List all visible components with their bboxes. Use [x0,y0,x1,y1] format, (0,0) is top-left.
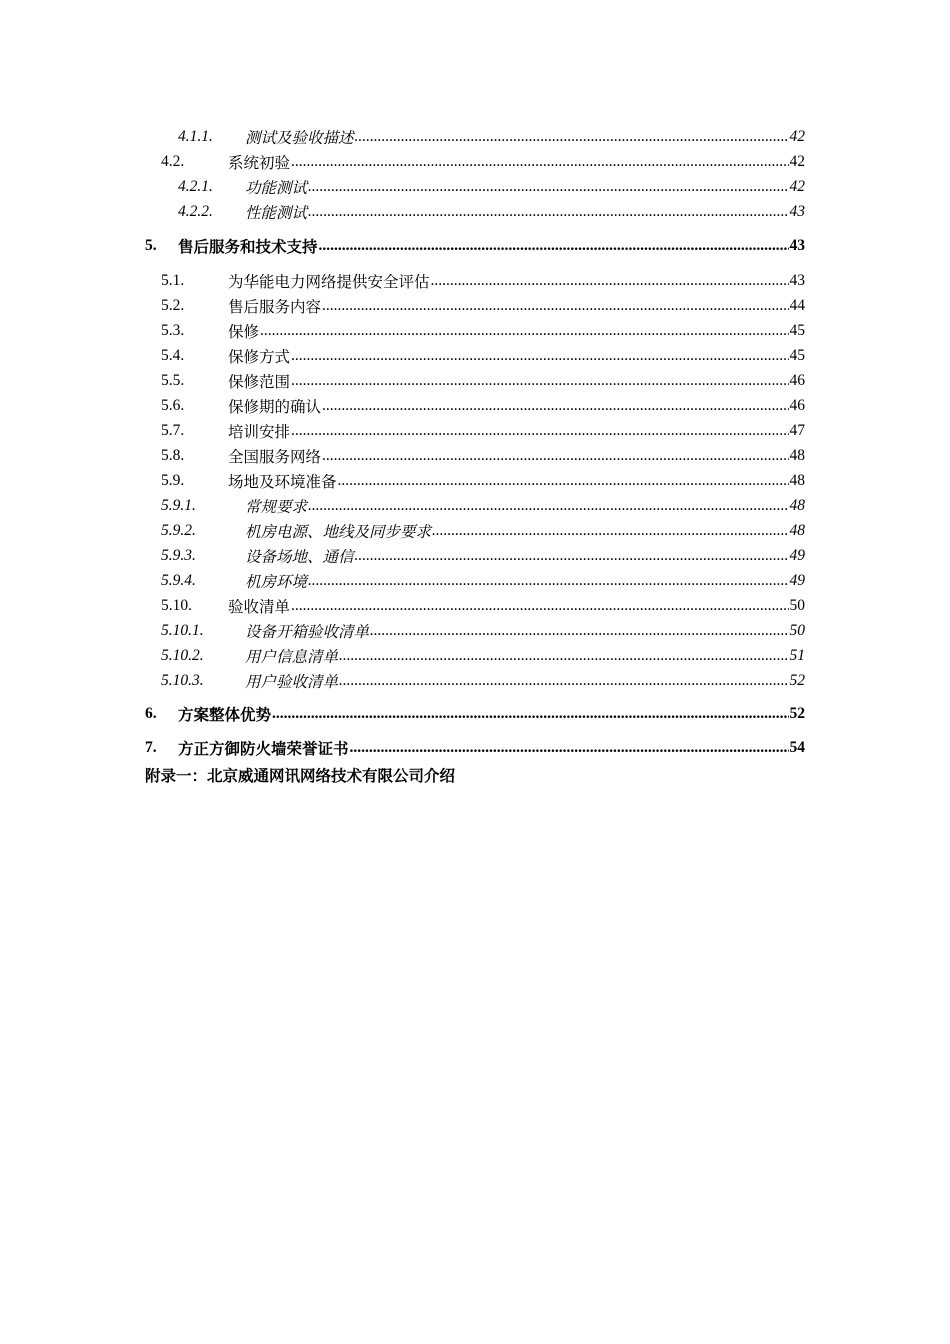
toc-entry-number: 5.2. [161,297,185,314]
toc-entry[interactable] [161,496,805,516]
toc-entry-page: 48 [789,497,805,514]
toc-entry-page: 44 [789,297,805,314]
toc-entry-title: 全国服务网络 [228,449,322,466]
toc-leader-dots [308,203,788,221]
toc-leader-dots [291,597,788,615]
toc-entry[interactable] [161,296,805,316]
toc-entry-number: 5.4. [161,347,185,364]
toc-entry-number: 5.10. [161,597,192,614]
toc-leader-dots [308,178,788,196]
toc-entry[interactable] [161,471,805,491]
toc-entry-page: 45 [789,347,805,364]
toc-entry[interactable] [161,321,805,341]
toc-leader-dots [291,422,788,440]
toc-entry[interactable] [161,421,805,441]
toc-entry[interactable] [161,152,805,172]
toc-entry[interactable] [161,371,805,391]
toc-entry-title: 常规要求 [245,499,308,516]
toc-entry-number: 5. [145,237,157,254]
toc-entry-page: 43 [789,237,805,254]
toc-entry-page: 50 [789,597,805,614]
toc-entry-number: 5.7. [161,422,185,439]
toc-entry-page: 49 [789,547,805,564]
toc-entry-page: 46 [789,397,805,414]
toc-entry-number: 5.8. [161,447,185,464]
toc-entry-page: 42 [789,153,805,170]
toc-entry-title: 测试及验收描述 [245,130,354,147]
toc-entry-page: 50 [789,622,805,639]
toc-entry-page: 51 [789,647,805,664]
toc-entry-title: 保修期的确认 [228,399,322,416]
toc-entry-title: 机房电源、地线及同步要求 [245,524,432,541]
toc-entry-title: 方正方御防火墙荣誉证书 [178,741,349,758]
toc-entry-number: 5.1. [161,272,185,289]
toc-leader-dots [291,372,788,390]
toc-leader-dots [338,472,789,490]
toc-entry-title: 为华能电力网络提供安全评估 [228,274,430,291]
toc-entry-title: 售后服务和技术支持 [178,239,318,256]
toc-entry-number: 5.9.4. [161,572,196,589]
toc-entry[interactable] [161,671,805,691]
toc-entry-number: 4.2.1. [178,178,213,195]
toc-entry-title: 保修范围 [228,374,291,391]
toc-entry-number: 5.10.2. [161,647,204,664]
toc-entry-number: 5.9.3. [161,547,196,564]
toc-entry-number: 7. [145,739,157,756]
toc-entry[interactable] [178,177,805,197]
toc-entry-page: 54 [789,739,805,756]
toc-leader-dots [322,397,788,415]
toc-entry[interactable] [161,571,805,591]
toc-entry[interactable] [161,646,805,666]
toc-entry-number: 5.5. [161,372,185,389]
toc-entry-page: 46 [789,372,805,389]
toc-entry-number: 5.9.1. [161,497,196,514]
toc-leader-dots [355,547,789,565]
toc-entry-number: 5.9. [161,472,185,489]
toc-entry-title: 用户验收清单 [245,674,339,691]
toc-entry-title: 验收清单 [228,599,291,616]
toc-entry-number: 4.2. [161,153,185,170]
toc-entry[interactable] [161,596,805,616]
toc-entry[interactable] [178,127,805,147]
toc-entry-number: 4.2.2. [178,203,213,220]
toc-entry[interactable] [161,521,805,541]
toc-entry[interactable] [161,446,805,466]
toc-leader-dots [355,128,789,146]
toc-entry-number: 6. [145,705,157,722]
toc-entry-title: 保修方式 [228,349,291,366]
toc-leader-dots [350,739,789,757]
toc-entry-title: 功能测试 [245,180,308,197]
toc-entry-page: 43 [789,203,805,220]
toc-entry-page: 52 [789,705,805,722]
toc-entry[interactable] [145,738,805,758]
toc-leader-dots [431,272,789,290]
toc-entry[interactable] [161,271,805,291]
toc-leader-dots [370,622,788,640]
toc-entry-title: 场地及环境准备 [228,474,337,491]
toc-entry-number: 5.10.3. [161,672,204,689]
toc-entry-page: 48 [789,522,805,539]
toc-entry-page: 42 [789,178,805,195]
toc-entry[interactable] [161,346,805,366]
toc-leader-dots [322,297,788,315]
toc-entry-title: 系统初验 [228,155,291,172]
toc-leader-dots [322,447,788,465]
toc-entry-page: 48 [789,447,805,464]
toc-entry[interactable] [178,202,805,222]
toc-entry-page: 47 [789,422,805,439]
toc-entry-number: 5.9.2. [161,522,196,539]
toc-entry[interactable] [161,396,805,416]
toc-entry-page: 49 [789,572,805,589]
toc-leader-dots [308,497,788,515]
appendix-heading[interactable]: 附录一：北京威通网讯网络技术有限公司介绍 [145,768,456,785]
toc-entry-page: 48 [789,472,805,489]
toc-entry-number: 5.10.1. [161,622,204,639]
toc-entry[interactable] [145,236,805,256]
toc-entry-page: 42 [789,128,805,145]
toc-entry[interactable] [161,546,805,566]
toc-entry-title: 设备场地、通信 [245,549,354,566]
toc-entry[interactable] [145,704,805,724]
toc-entry-title: 机房环境 [245,574,308,591]
toc-entry[interactable] [161,621,805,641]
toc-entry-number: 5.6. [161,397,185,414]
toc-leader-dots [291,153,788,171]
toc-leader-dots [339,672,788,690]
toc-entry-title: 保修 [228,324,260,341]
toc-leader-dots [291,347,788,365]
toc-leader-dots [319,237,789,255]
toc-leader-dots [308,572,788,590]
toc-leader-dots [272,705,788,723]
toc-entry-number: 4.1.1. [178,128,213,145]
toc-entry-page: 45 [789,322,805,339]
toc-entry-title: 性能测试 [245,205,308,222]
toc-leader-dots [339,647,788,665]
toc-leader-dots [432,522,788,540]
toc-entry-title: 售后服务内容 [228,299,322,316]
toc-entry-title: 用户信息清单 [245,649,339,666]
toc-entry-title: 方案整体优势 [178,707,272,724]
toc-entry-page: 43 [789,272,805,289]
toc-leader-dots [260,322,788,340]
toc-entry-title: 设备开箱验收清单 [245,624,370,641]
toc-entry-number: 5.3. [161,322,185,339]
toc-entry-page: 52 [789,672,805,689]
toc-entry-title: 培训安排 [228,424,291,441]
